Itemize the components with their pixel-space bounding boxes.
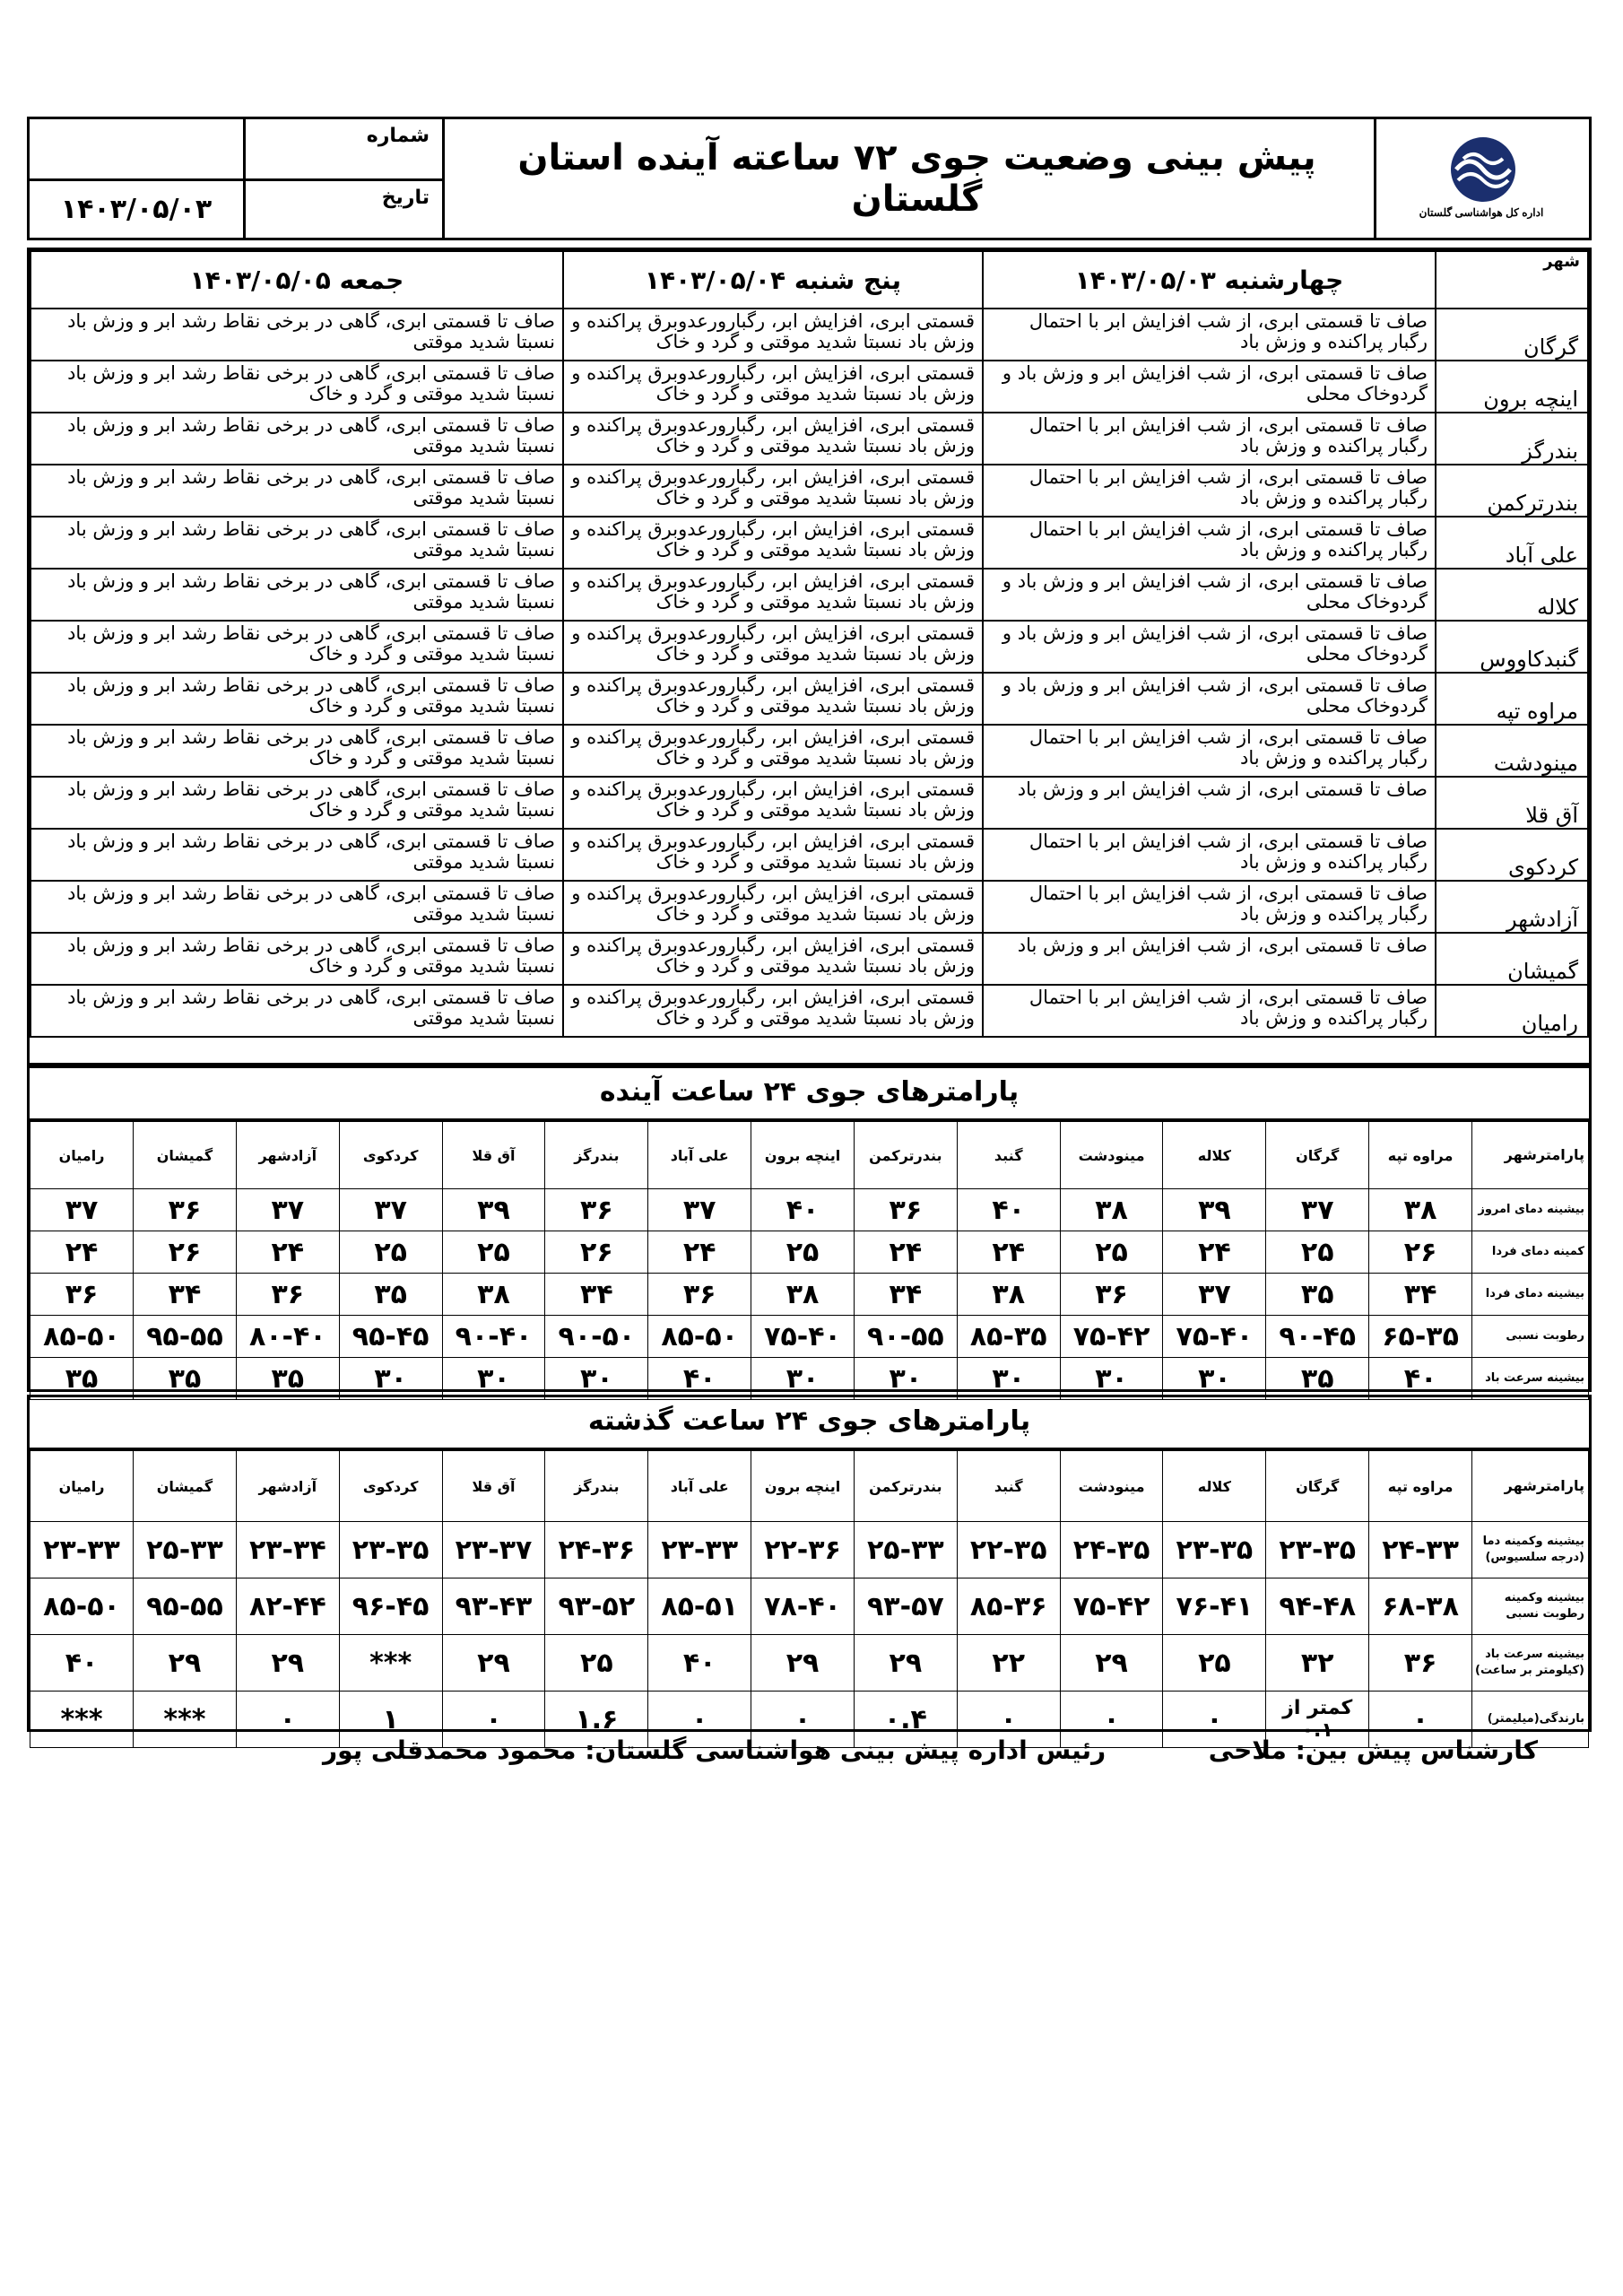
city-header: رامیان: [30, 1122, 134, 1189]
parameter-value: ۱: [339, 1692, 442, 1748]
city-header: اینچه برون: [751, 1122, 855, 1189]
table-row: [30, 1358, 1589, 1400]
parameter-value: ۲۲-۳۶: [751, 1522, 855, 1578]
table-row: [30, 413, 1588, 465]
parameter-value: ۸۵-۵۰: [30, 1578, 134, 1635]
parameter-value: ۰: [1060, 1692, 1163, 1748]
header-row: [30, 1451, 1589, 1522]
parameter-value: ۲۵: [1060, 1231, 1163, 1274]
city-header: علی آباد: [648, 1122, 751, 1189]
header-row: [30, 1122, 1589, 1189]
forecast-day-3: صاف تا قسمتی ابری، گاهی در برخی نقاط رشد ابر و وزش باد نسبتا شدید موقتی: [30, 517, 563, 569]
parameter-value: ۲۳-۳۳: [648, 1522, 751, 1578]
parameter-value: ۲۹: [751, 1635, 855, 1692]
parameter-value: ۳۴: [1369, 1274, 1472, 1316]
parameter-value: ۹۴-۴۸: [1266, 1578, 1369, 1635]
forecast-day-1: صاف تا قسمتی ابری، از شب افزایش ابر با احتمال رگبار پراکنده و وزش باد: [983, 881, 1436, 933]
city-header: بندرترکمن: [854, 1122, 957, 1189]
parameter-value: ۲۹: [236, 1635, 339, 1692]
table-row: [30, 465, 1588, 517]
forecast-day-2: قسمتی ابری، افزایش ابر، رگبارورعدوبرق پراکنده و وزش باد نسبتا شدید موقتی و گرد و خاک: [563, 777, 983, 829]
logo-box: [1374, 119, 1589, 238]
forecast-day-1: صاف تا قسمتی ابری، از شب افزایش ابر و وزش باد و گردوخاک محلی: [983, 621, 1436, 673]
forecast-day-2: قسمتی ابری، افزایش ابر، رگبارورعدوبرق پراکنده و وزش باد نسبتا شدید موقتی و گرد و خاک: [563, 569, 983, 621]
forecast-day-1: صاف تا قسمتی ابری، از شب افزایش ابر با احتمال رگبار پراکنده و وزش باد: [983, 985, 1436, 1037]
parameter-value: ۹۵-۵۵: [134, 1578, 237, 1635]
parameter-value: ۲۵: [751, 1231, 855, 1274]
parameter-value: ۲۴: [30, 1231, 134, 1274]
city-name: آزادشهر: [1436, 881, 1588, 933]
parameter-value: ۲۴: [648, 1231, 751, 1274]
forecast-day-2: قسمتی ابری، افزایش ابر، رگبارورعدوبرق پراکنده و وزش باد نسبتا شدید موقتی و گرد و خاک: [563, 673, 983, 725]
parameter-value: ۳۶: [854, 1189, 957, 1231]
parameter-value: ۳۰: [957, 1358, 1060, 1400]
parameter-value: ۰: [957, 1692, 1060, 1748]
parameter-value: ۷۵-۴۲: [1060, 1578, 1163, 1635]
forecast-day-3: صاف تا قسمتی ابری، گاهی در برخی نقاط رشد ابر و وزش باد نسبتا شدید موقتی و گرد و خاک: [30, 361, 563, 413]
table-row: [30, 517, 1588, 569]
meteorological-organization-logo: [1393, 130, 1569, 229]
parameter-value: ۹۳-۵۷: [854, 1578, 957, 1635]
parameter-value: ۳۶: [30, 1274, 134, 1316]
city-name: مینودشت: [1436, 725, 1588, 777]
parameter-value: ۲۵: [442, 1231, 545, 1274]
next-24h-title: پارامترهای جوی ۲۴ ساعت آینده: [30, 1068, 1589, 1121]
parameter-value: ۲۴-۳۵: [1060, 1522, 1163, 1578]
city-name: اینچه برون: [1436, 361, 1588, 413]
parameter-value: ۹۳-۵۲: [545, 1578, 648, 1635]
city-header: مینودشت: [1060, 1122, 1163, 1189]
parameter-value: ۲۴-۳۳: [1369, 1522, 1472, 1578]
parameter-value: ۳۰: [1060, 1358, 1163, 1400]
parameter-value: ۶۵-۳۵: [1369, 1316, 1472, 1358]
table-row: [30, 933, 1588, 985]
svg-text:اداره کل هواشناسی گلستان: اداره کل هواشناسی گلستان: [1419, 206, 1544, 219]
parameter-value: ۸۵-۵۱: [648, 1578, 751, 1635]
parameter-value: ۲۵: [339, 1231, 442, 1274]
parameter-value: ۹۵-۴۵: [339, 1316, 442, 1358]
parameter-value: ۳۷: [339, 1189, 442, 1231]
city-name: گنبدکاووس: [1436, 621, 1588, 673]
parameter-value: ۲۲: [957, 1635, 1060, 1692]
city-header: علی آباد: [648, 1451, 751, 1522]
parameter-value: ۸۲-۴۴: [236, 1578, 339, 1635]
corner-header: پارامترشهر: [1472, 1451, 1589, 1522]
parameter-value: ۳۵: [30, 1358, 134, 1400]
parameter-value: ۲۲-۳۵: [957, 1522, 1060, 1578]
corner-header: پارامترشهر: [1472, 1122, 1589, 1189]
parameter-value: ۸۵-۵۰: [30, 1316, 134, 1358]
table-row: [30, 881, 1588, 933]
parameter-value: ۷۸-۴۰: [751, 1578, 855, 1635]
page-title: پیش بینی وضعیت جوی ۷۲ ساعته آینده استان گلستان: [517, 137, 1316, 220]
table-row: [30, 777, 1588, 829]
parameter-value: ۳۶: [134, 1189, 237, 1231]
forecast-day-2: قسمتی ابری، افزایش ابر، رگبارورعدوبرق پراکنده و وزش باد نسبتا شدید موقتی و گرد و خاک: [563, 881, 983, 933]
parameter-value: ۳۴: [545, 1274, 648, 1316]
parameter-value: ۹۰-۵۵: [854, 1316, 957, 1358]
forecast-day-3: صاف تا قسمتی ابری، گاهی در برخی نقاط رشد ابر و وزش باد نسبتا شدید موقتی: [30, 309, 563, 361]
table-row: [30, 621, 1588, 673]
parameter-value: ***: [134, 1692, 237, 1748]
city-header: کلاله: [1163, 1451, 1266, 1522]
forecast-day-1: صاف تا قسمتی ابری، از شب افزایش ابر و وزش باد و گردوخاک محلی: [983, 673, 1436, 725]
parameter-value: ۰: [236, 1692, 339, 1748]
city-header: بندرترکمن: [854, 1451, 957, 1522]
parameter-value: ۷۶-۴۱: [1163, 1578, 1266, 1635]
parameter-value: ۳۰: [1163, 1358, 1266, 1400]
parameter-value: ۴۰: [1369, 1358, 1472, 1400]
table-row: [30, 1189, 1589, 1231]
table-row: [30, 725, 1588, 777]
table-row: [30, 829, 1588, 881]
parameter-value: ۲۹: [1060, 1635, 1163, 1692]
table-row: [30, 673, 1588, 725]
forecast-day-1: صاف تا قسمتی ابری، از شب افزایش ابر و وزش باد و گردوخاک محلی: [983, 569, 1436, 621]
city-header: آزادشهر: [236, 1451, 339, 1522]
parameter-value: ۳۴: [134, 1274, 237, 1316]
document-meta: [30, 119, 445, 238]
parameter-value: ۹۵-۵۵: [134, 1316, 237, 1358]
office-head-name: رئیس اداره پیش بینی هواشناسی گلستان: محمود محمدقلی پور: [323, 1735, 1107, 1765]
parameter-value: ۳۷: [30, 1189, 134, 1231]
table-row: [30, 1316, 1589, 1358]
forecast-day-2: قسمتی ابری، افزایش ابر، رگبارورعدوبرق پراکنده و وزش باد نسبتا شدید موقتی و گرد و خاک: [563, 933, 983, 985]
city-header: اینچه برون: [751, 1451, 855, 1522]
forecast-day-1: صاف تا قسمتی ابری، از شب افزایش ابر با احتمال رگبار پراکنده و وزش باد: [983, 517, 1436, 569]
city-header: آق قلا: [442, 1451, 545, 1522]
city-header: مراوه تپه: [1369, 1451, 1472, 1522]
parameter-value: ۷۵-۴۰: [751, 1316, 855, 1358]
parameter-value: ۰: [1163, 1692, 1266, 1748]
parameter-value: ۲۹: [134, 1635, 237, 1692]
table-row: [30, 1522, 1589, 1578]
parameter-value: ۶۸-۳۸: [1369, 1578, 1472, 1635]
parameter-value: ۳۰: [545, 1358, 648, 1400]
parameter-value: ۰.۴: [854, 1692, 957, 1748]
parameter-value: ***: [339, 1635, 442, 1692]
parameter-value: ۳۲: [1266, 1635, 1369, 1692]
parameter-value: ۳۷: [236, 1189, 339, 1231]
forecast-day-3: صاف تا قسمتی ابری، گاهی در برخی نقاط رشد ابر و وزش باد نسبتا شدید موقتی: [30, 881, 563, 933]
forecast-table: [27, 248, 1592, 1065]
city-name: آق قلا: [1436, 777, 1588, 829]
forecast-day-2: قسمتی ابری، افزایش ابر، رگبارورعدوبرق پراکنده و وزش باد نسبتا شدید موقتی و گرد و خاک: [563, 985, 983, 1037]
city-header: مراوه تپه: [1369, 1122, 1472, 1189]
city-name: علی آباد: [1436, 517, 1588, 569]
parameter-value: ۹۳-۴۳: [442, 1578, 545, 1635]
parameter-value: ۳۵: [1266, 1274, 1369, 1316]
parameter-value: ۲۴-۳۶: [545, 1522, 648, 1578]
city-header: گنبد: [957, 1451, 1060, 1522]
forecast-day-2: قسمتی ابری، افزایش ابر، رگبارورعدوبرق پراکنده و وزش باد نسبتا شدید موقتی و گرد و خاک: [563, 361, 983, 413]
forecast-day-2: قسمتی ابری، افزایش ابر، رگبارورعدوبرق پراکنده و وزش باد نسبتا شدید موقتی و گرد و خاک: [563, 517, 983, 569]
city-header: گرگان: [1266, 1122, 1369, 1189]
city-header: کلاله: [1163, 1122, 1266, 1189]
city-header: مینودشت: [1060, 1451, 1163, 1522]
parameter-value: ۳۶: [648, 1274, 751, 1316]
forecast-day-1: صاف تا قسمتی ابری، از شب افزایش ابر و وزش باد: [983, 933, 1436, 985]
parameter-value: ۳۶: [1060, 1274, 1163, 1316]
signature-footer: [27, 1735, 1592, 1780]
parameter-value: ۲۴: [957, 1231, 1060, 1274]
city-header: آق قلا: [442, 1122, 545, 1189]
parameter-value: ۳۵: [236, 1358, 339, 1400]
parameter-value: ۲۵: [1266, 1231, 1369, 1274]
forecast-day-1: صاف تا قسمتی ابری، از شب افزایش ابر با احتمال رگبار پراکنده و وزش باد: [983, 725, 1436, 777]
parameter-value: ۲۳-۳۵: [339, 1522, 442, 1578]
parameter-value: ۲۳-۳۳: [30, 1522, 134, 1578]
table-row: [30, 309, 1588, 361]
parameter-value: ۳۷: [1266, 1189, 1369, 1231]
city-header: گمیشان: [134, 1451, 237, 1522]
parameter-label: رطوبت نسبی: [1472, 1316, 1589, 1358]
forecast-day-2: قسمتی ابری، افزایش ابر، رگبارورعدوبرق پراکنده و وزش باد نسبتا شدید موقتی و گرد و خاک: [563, 725, 983, 777]
parameter-value: ۳۶: [545, 1189, 648, 1231]
forecast-day-3: صاف تا قسمتی ابری، گاهی در برخی نقاط رشد ابر و وزش باد نسبتا شدید موقتی: [30, 413, 563, 465]
forecast-day-2: قسمتی ابری، افزایش ابر، رگبارورعدوبرق پراکنده و وزش باد نسبتا شدید موقتی و گرد و خاک: [563, 465, 983, 517]
city-header: گمیشان: [134, 1122, 237, 1189]
parameter-value: ۳۹: [442, 1189, 545, 1231]
table-row: [30, 569, 1588, 621]
parameter-value: ۴۰: [751, 1189, 855, 1231]
city-name: مراوه تپه: [1436, 673, 1588, 725]
parameter-value: ۳۶: [1369, 1635, 1472, 1692]
city-header: رامیان: [30, 1451, 134, 1522]
parameter-value: ۳۰: [854, 1358, 957, 1400]
city-header: گنبد: [957, 1122, 1060, 1189]
parameter-value: ۳۹: [1163, 1189, 1266, 1231]
day-header-1: چهارشنبه ۱۴۰۳/۰۵/۰۳: [983, 251, 1436, 309]
forecast-day-3: صاف تا قسمتی ابری، گاهی در برخی نقاط رشد ابر و وزش باد نسبتا شدید موقتی: [30, 569, 563, 621]
parameter-value: ۷۵-۴۲: [1060, 1316, 1163, 1358]
parameter-value: ۹۰-۵۰: [545, 1316, 648, 1358]
day-header-2: پنج شنبه ۱۴۰۳/۰۵/۰۴: [563, 251, 983, 309]
forecast-day-2: قسمتی ابری، افزایش ابر، رگبارورعدوبرق پراکنده و وزش باد نسبتا شدید موقتی و گرد و خاک: [563, 413, 983, 465]
forecast-day-1: صاف تا قسمتی ابری، از شب افزایش ابر با احتمال رگبار پراکنده و وزش باد: [983, 413, 1436, 465]
table-row: [30, 1635, 1589, 1692]
forecast-day-3: صاف تا قسمتی ابری، گاهی در برخی نقاط رشد ابر و وزش باد نسبتا شدید موقتی: [30, 465, 563, 517]
city-header: گرگان: [1266, 1451, 1369, 1522]
parameter-label: بیشینه سرعت باد: [1472, 1358, 1589, 1400]
parameter-value: ۲۴: [1163, 1231, 1266, 1274]
parameter-value: ۱.۶: [545, 1692, 648, 1748]
forecast-day-3: صاف تا قسمتی ابری، گاهی در برخی نقاط رشد ابر و وزش باد نسبتا شدید موقتی و گرد و خاک: [30, 621, 563, 673]
parameter-value: ۰: [1369, 1692, 1472, 1748]
table-row: [30, 1274, 1589, 1316]
table-row: [30, 985, 1588, 1037]
table-row: [30, 1231, 1589, 1274]
city-header: آزادشهر: [236, 1122, 339, 1189]
parameter-value: ۰: [648, 1692, 751, 1748]
parameter-value: ۳۸: [751, 1274, 855, 1316]
forecast-day-1: صاف تا قسمتی ابری، از شب افزایش ابر با احتمال رگبار پراکنده و وزش باد: [983, 465, 1436, 517]
forecast-day-3: صاف تا قسمتی ابری، گاهی در برخی نقاط رشد ابر و وزش باد نسبتا شدید موقتی و گرد و خاک: [30, 933, 563, 985]
parameter-value: ۳۰: [751, 1358, 855, 1400]
date-label: تاریخ: [243, 181, 442, 238]
parameter-value: ۳۵: [1266, 1358, 1369, 1400]
parameter-label: بیشینه وکمینه دما (درجه سلسیوس): [1472, 1522, 1589, 1578]
past-24h-parameters: [27, 1395, 1592, 1742]
city-name: گمیشان: [1436, 933, 1588, 985]
parameter-value: ۲۹: [854, 1635, 957, 1692]
parameter-label: بیشینه سرعت باد (کیلومتر بر ساعت): [1472, 1635, 1589, 1692]
parameter-value: ۲۴: [236, 1231, 339, 1274]
parameter-value: ۴۰: [648, 1358, 751, 1400]
parameter-value: ۲۶: [545, 1231, 648, 1274]
city-name: گرگان: [1436, 309, 1588, 361]
city-header: بندرگز: [545, 1451, 648, 1522]
document-header: [27, 117, 1592, 240]
parameter-value: ۳۰: [339, 1358, 442, 1400]
forecaster-name: کارشناس پیش بین: ملاحی: [1208, 1735, 1538, 1765]
parameter-label: کمینه دمای فردا: [1472, 1231, 1589, 1274]
parameter-value: ۲۳-۳۵: [1163, 1522, 1266, 1578]
table-row: [30, 361, 1588, 413]
parameter-value: ۲۵-۳۳: [134, 1522, 237, 1578]
parameter-value: ۳۴: [854, 1274, 957, 1316]
parameter-label: بیشینه وکمینه رطوبت نسبی: [1472, 1578, 1589, 1635]
parameter-value: ۴۰: [957, 1189, 1060, 1231]
parameter-value: ۳۸: [1369, 1189, 1472, 1231]
parameter-value: ۸۰-۴۰: [236, 1316, 339, 1358]
number-label: شماره: [243, 119, 442, 178]
city-header: بندرگز: [545, 1122, 648, 1189]
parameter-value: ۲۴: [854, 1231, 957, 1274]
parameter-value: ۰: [442, 1692, 545, 1748]
parameter-value: ۲۶: [134, 1231, 237, 1274]
parameter-label: بیشینه دمای امروز: [1472, 1189, 1589, 1231]
parameter-value: ۲۳-۳۵: [1266, 1522, 1369, 1578]
city-header: کردکوی: [339, 1122, 442, 1189]
parameter-value: ۴۰: [30, 1635, 134, 1692]
parameter-value: ۳۰: [442, 1358, 545, 1400]
parameter-value: ۹۶-۴۵: [339, 1578, 442, 1635]
city-header: کردکوی: [339, 1451, 442, 1522]
forecast-day-3: صاف تا قسمتی ابری، گاهی در برخی نقاط رشد ابر و وزش باد نسبتا شدید موقتی و گرد و خاک: [30, 777, 563, 829]
past-24h-title: پارامترهای جوی ۲۴ ساعت گذشته: [30, 1397, 1589, 1450]
parameter-value: ۳۷: [648, 1189, 751, 1231]
city-name: بندرترکمن: [1436, 465, 1588, 517]
day-header-3: جمعه ۱۴۰۳/۰۵/۰۵: [30, 251, 563, 309]
city-column-header: شهر: [1436, 251, 1588, 309]
number-value: [30, 119, 243, 178]
parameter-value: ۸۵-۳۵: [957, 1316, 1060, 1358]
parameter-value: ۲۵-۳۳: [854, 1522, 957, 1578]
parameter-value: ۲۳-۳۴: [236, 1522, 339, 1578]
forecast-day-3: صاف تا قسمتی ابری، گاهی در برخی نقاط رشد ابر و وزش باد نسبتا شدید موقتی و گرد و خاک: [30, 725, 563, 777]
parameter-value: کمتر از ۰.۱: [1266, 1692, 1369, 1748]
forecast-day-1: صاف تا قسمتی ابری، از شب افزایش ابر و وزش باد و گردوخاک محلی: [983, 361, 1436, 413]
city-name: کلاله: [1436, 569, 1588, 621]
parameter-value: ۲۵: [545, 1635, 648, 1692]
date-value: ۱۴۰۳/۰۵/۰۳: [60, 194, 213, 225]
parameter-value: ۲۹: [442, 1635, 545, 1692]
parameter-label: بارندگی(میلیمتر): [1472, 1692, 1589, 1748]
parameter-value: ۴۰: [648, 1635, 751, 1692]
parameter-value: ۳۸: [957, 1274, 1060, 1316]
city-name: بندرگز: [1436, 413, 1588, 465]
city-name: کردکوی: [1436, 829, 1588, 881]
parameter-value: ۳۸: [1060, 1189, 1163, 1231]
parameter-value: ۲۳-۳۷: [442, 1522, 545, 1578]
parameter-value: ۹۰-۴۰: [442, 1316, 545, 1358]
next-24h-parameters: [27, 1065, 1592, 1395]
parameter-value: ۳۷: [1163, 1274, 1266, 1316]
forecast-day-1: صاف تا قسمتی ابری، از شب افزایش ابر و وزش باد: [983, 777, 1436, 829]
parameter-value: ۳۵: [134, 1358, 237, 1400]
parameter-value: ***: [30, 1692, 134, 1748]
parameter-value: ۳۶: [236, 1274, 339, 1316]
parameter-value: ۸۵-۵۰: [648, 1316, 751, 1358]
parameter-value: ۳۸: [442, 1274, 545, 1316]
parameter-value: ۰: [751, 1692, 855, 1748]
forecast-day-1: صاف تا قسمتی ابری، از شب افزایش ابر با احتمال رگبار پراکنده و وزش باد: [983, 829, 1436, 881]
parameter-value: ۸۵-۳۶: [957, 1578, 1060, 1635]
forecast-day-3: صاف تا قسمتی ابری، گاهی در برخی نقاط رشد ابر و وزش باد نسبتا شدید موقتی: [30, 985, 563, 1037]
parameter-value: ۳۵: [339, 1274, 442, 1316]
parameter-value: ۲۵: [1163, 1635, 1266, 1692]
parameter-value: ۷۵-۴۰: [1163, 1316, 1266, 1358]
forecast-day-3: صاف تا قسمتی ابری، گاهی در برخی نقاط رشد ابر و وزش باد نسبتا شدید موقتی: [30, 829, 563, 881]
forecast-day-2: قسمتی ابری، افزایش ابر، رگبارورعدوبرق پراکنده و وزش باد نسبتا شدید موقتی و گرد و خاک: [563, 829, 983, 881]
forecast-day-3: صاف تا قسمتی ابری، گاهی در برخی نقاط رشد ابر و وزش باد نسبتا شدید موقتی و گرد و خاک: [30, 673, 563, 725]
table-row: [30, 1578, 1589, 1635]
forecast-day-2: قسمتی ابری، افزایش ابر، رگبارورعدوبرق پراکنده و وزش باد نسبتا شدید موقتی و گرد و خاک: [563, 309, 983, 361]
city-name: رامیان: [1436, 985, 1588, 1037]
parameter-label: بیشینه دمای فردا: [1472, 1274, 1589, 1316]
forecast-day-1: صاف تا قسمتی ابری، از شب افزایش ابر با احتمال رگبار پراکنده و وزش باد: [983, 309, 1436, 361]
parameter-value: ۹۰-۴۵: [1266, 1316, 1369, 1358]
forecast-day-2: قسمتی ابری، افزایش ابر، رگبارورعدوبرق پراکنده و وزش باد نسبتا شدید موقتی و گرد و خاک: [563, 621, 983, 673]
parameter-value: ۲۶: [1369, 1231, 1472, 1274]
